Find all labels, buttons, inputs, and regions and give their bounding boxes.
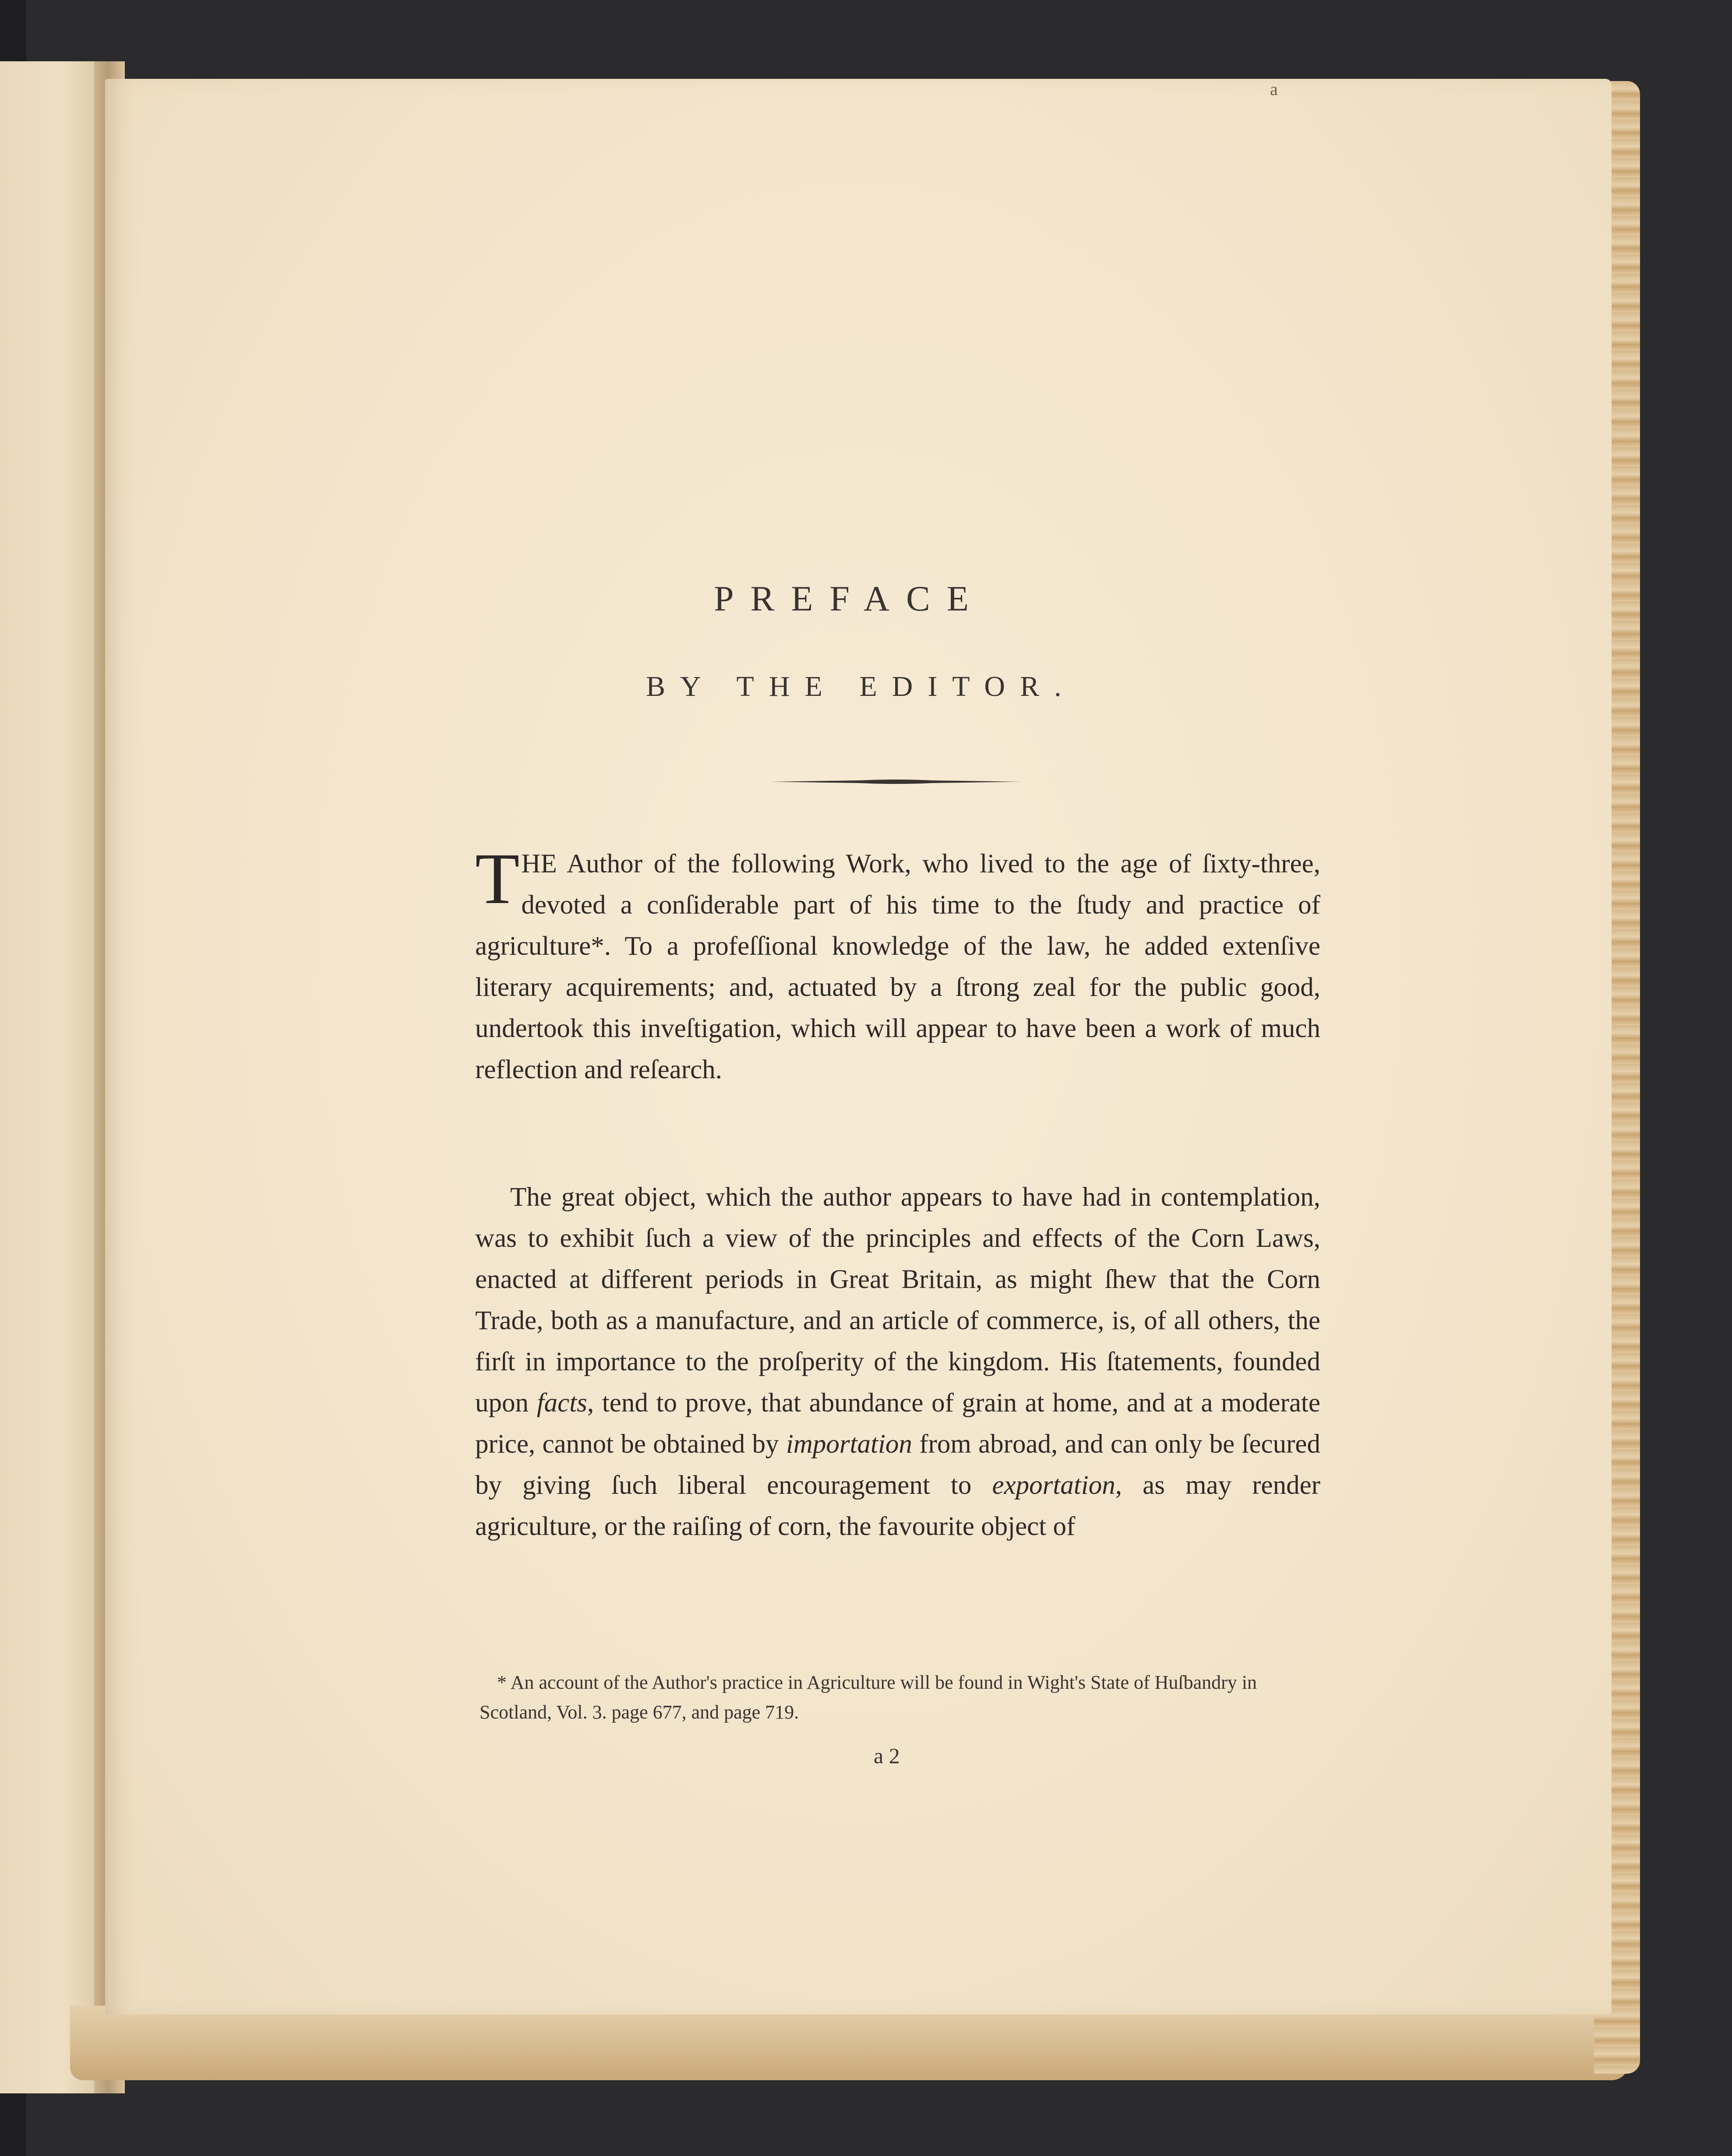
page-block-bottom-edge <box>70 2006 1629 2080</box>
paragraph-2-text: , as may render agriculture, or the raiſing of corn, the favourite object of <box>475 1471 1320 1541</box>
italic-facts: facts <box>536 1388 587 1418</box>
paragraph-2-text: The great object, which the author appears to have had in contemplation, was to exhibit ſuch a view of the principles and effects of the Corn Laws, enacted at different periods in Great Britain, as might ſhew that the Corn Trade, both as a manufacture, and an article of commerce, is, of all others, the firſt in importance to the proſperity of the kingdom. His ſtatements, founded upon <box>475 1182 1320 1418</box>
paragraph-2 <box>475 1177 1320 1547</box>
italic-importation: importation <box>786 1429 912 1459</box>
paragraph-1 <box>475 838 1320 1090</box>
page-subtitle: BY THE EDITOR. <box>646 670 1076 702</box>
ornamental-rule <box>771 779 1020 785</box>
signature-mark: a 2 <box>874 1743 900 1768</box>
footnote-text: * An account of the Author's practice in Agriculture will be found in Wight's State of Huſbandry in Scotland, Vol. 3. page 677, and page 719. <box>480 1672 1257 1723</box>
corner-mark: a <box>1270 79 1278 99</box>
facing-page <box>0 61 105 2093</box>
paragraph-2-text: , tend to prove, that abundance of grain at home, and at a moderate price, cannot be obtained by <box>475 1388 1320 1459</box>
book-page <box>105 79 1612 2015</box>
italic-exportation: exportation <box>992 1471 1115 1500</box>
page-title: PREFACE <box>714 579 985 618</box>
drop-cap: T <box>475 838 520 919</box>
footnote <box>480 1668 1325 1727</box>
paragraph-2-text: from abroad, and can only be ſecured by giving ſuch liberal encouragement to <box>475 1429 1320 1500</box>
paragraph-1-text: HE Author of the following Work, who lived to the age of ſixty-three, devoted a conſiderable part of his time to the ſtudy and practice of agriculture*. To a profeſſional knowledge of the law, he added extenſive literary acquirements; and, actuated by a ſtrong zeal for the public good, undertook this inveſtigation, which will appear to have been a work of much reflection and reſearch. <box>475 849 1320 1084</box>
